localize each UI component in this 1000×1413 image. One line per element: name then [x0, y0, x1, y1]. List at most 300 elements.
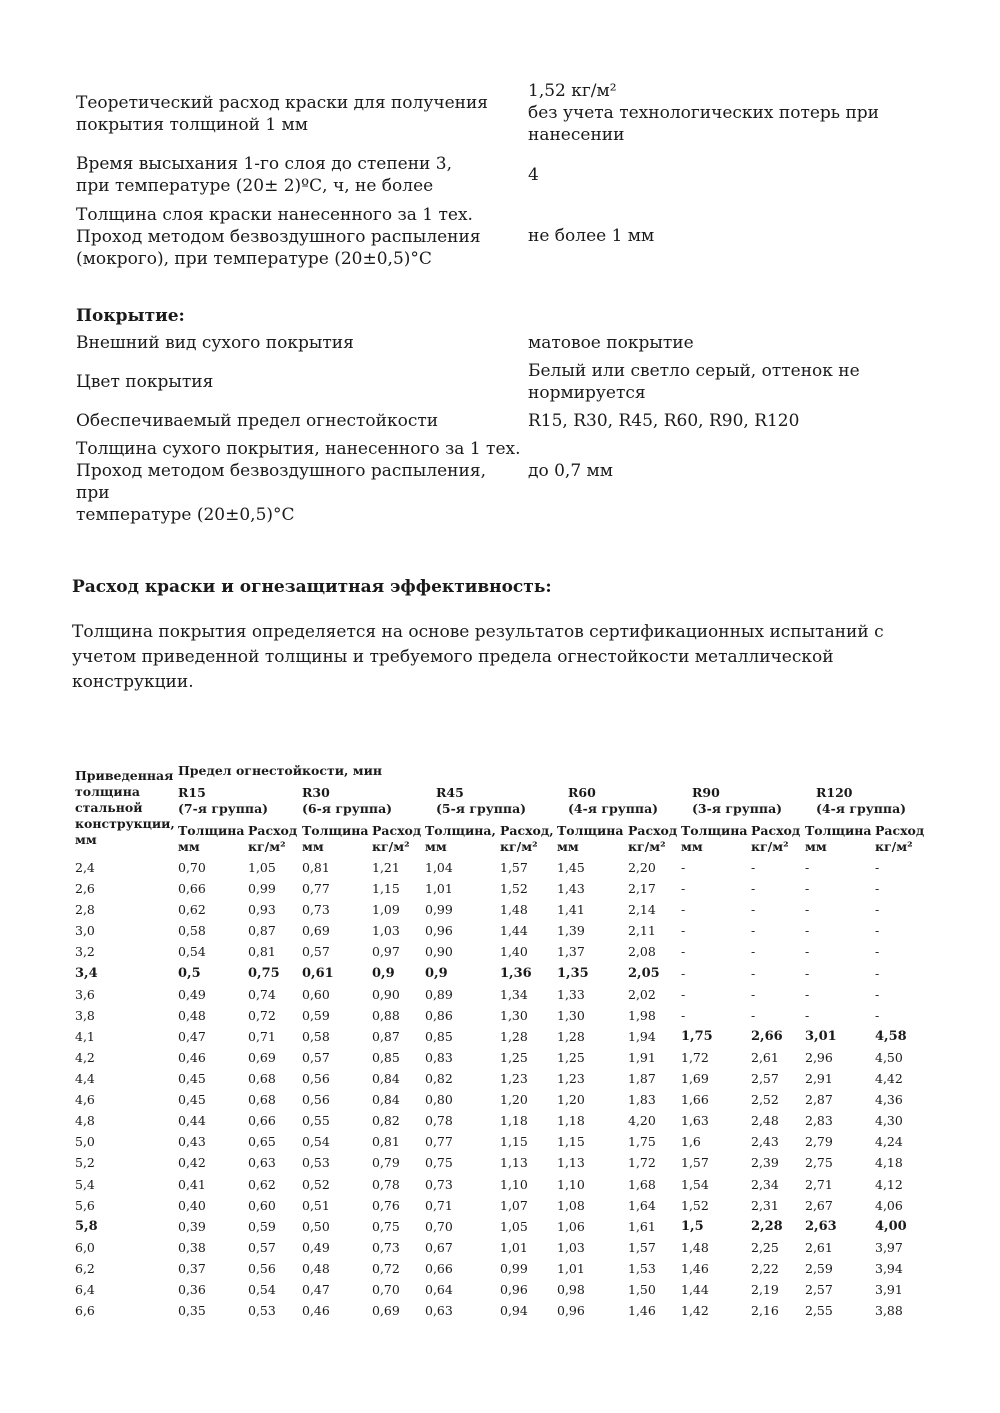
table-cell: -: [875, 965, 880, 981]
table-cell: 1,15: [372, 881, 400, 897]
table-cell: 0,97: [372, 944, 400, 960]
table-cell: -: [875, 944, 880, 960]
table-cell: 1,48: [500, 902, 528, 918]
table-cell: 1,23: [500, 1071, 528, 1086]
table-cell: 4,36: [875, 1092, 903, 1108]
spec-label: Время высыхания 1-го слоя до степени 3, при температуре (20± 2)ºС, ч, не более: [76, 154, 453, 196]
table-cell: 1,15: [557, 1134, 585, 1150]
table-cell: 2,31: [751, 1197, 779, 1213]
consumption-subheader: Расход кг/м²: [248, 823, 298, 854]
table-cell: 3,8: [75, 1007, 95, 1023]
table-cell: 1,10: [557, 1176, 585, 1192]
table-row: [0, 941, 1000, 962]
table-cell: 1,33: [557, 986, 585, 1002]
table-cell: 1,64: [628, 1197, 656, 1213]
table-cell: 0,59: [248, 1218, 276, 1234]
table-cell: 0,62: [248, 1176, 276, 1192]
table-cell: -: [681, 965, 686, 981]
table-cell: 0,88: [372, 1007, 400, 1023]
table-cell: 2,52: [751, 1092, 779, 1108]
table-cell: 4,50: [875, 1049, 903, 1065]
table-cell: -: [751, 860, 756, 875]
table-cell: 1,01: [500, 1239, 528, 1255]
table-cell: 0,81: [248, 944, 276, 960]
table-cell: 3,01: [805, 1028, 837, 1044]
table-cell: 1,52: [500, 881, 528, 897]
table-cell: 0,57: [248, 1239, 276, 1255]
table-cell: 2,39: [751, 1155, 779, 1171]
table-cell: -: [751, 881, 756, 897]
table-cell: -: [875, 986, 880, 1002]
table-cell: 2,87: [805, 1092, 833, 1108]
table-cell: 1,28: [500, 1028, 528, 1044]
table-cell: 2,83: [805, 1113, 833, 1129]
table-cell: 1,13: [557, 1155, 585, 1171]
table-cell: 2,75: [805, 1155, 833, 1171]
table-cell: 0,42: [178, 1155, 206, 1171]
table-cell: 1,44: [500, 923, 528, 939]
table-cell: 0,76: [372, 1197, 400, 1213]
fire-group-name: R30 (6-я группа): [302, 785, 393, 816]
table-cell: 4,12: [875, 1176, 903, 1192]
table-cell: 2,14: [628, 902, 656, 918]
table-cell: 2,22: [751, 1260, 779, 1276]
table-cell: 0,72: [372, 1260, 400, 1276]
table-cell: 1,23: [557, 1071, 585, 1086]
table-cell: 0,70: [178, 860, 206, 875]
table-cell: 0,60: [248, 1197, 276, 1213]
table-cell: 2,20: [628, 860, 656, 875]
table-cell: 2,79: [805, 1134, 833, 1150]
table-cell: 1,50: [628, 1282, 656, 1297]
table-cell: 0,56: [248, 1260, 276, 1276]
table-cell: 0,78: [372, 1176, 400, 1192]
table-cell: 1,63: [681, 1113, 709, 1129]
fire-group-name: R60 (4-я группа): [568, 785, 659, 816]
table-cell: 2,57: [751, 1071, 779, 1086]
table-cell: -: [681, 881, 686, 897]
table-cell: 0,62: [178, 902, 206, 918]
table-row: [0, 1026, 1000, 1047]
table-cell: 0,69: [248, 1049, 276, 1065]
table-cell: 6,0: [75, 1239, 95, 1255]
table-cell: 0,66: [425, 1260, 453, 1276]
table-cell: 1,52: [681, 1197, 709, 1213]
table-cell: 2,17: [628, 881, 656, 897]
table-cell: 0,54: [178, 944, 206, 960]
table-cell: 2,66: [751, 1028, 783, 1044]
table-cell: 0,48: [302, 1260, 330, 1276]
table-cell: -: [751, 986, 756, 1002]
thickness-subheader: Толщина мм: [178, 823, 245, 854]
table-cell: 0,35: [178, 1303, 206, 1319]
table-cell: 0,60: [302, 986, 330, 1002]
table-cell: 0,99: [248, 881, 276, 897]
table-cell: 0,63: [248, 1155, 276, 1171]
table-cell: 5,8: [75, 1218, 98, 1234]
table-cell: 0,96: [557, 1303, 585, 1319]
table-cell: 0,71: [248, 1028, 276, 1044]
table-cell: 1,20: [500, 1092, 528, 1108]
table-cell: 2,59: [805, 1260, 833, 1276]
table-cell: -: [681, 923, 686, 939]
table-cell: -: [875, 902, 880, 918]
table-cell: 0,96: [500, 1282, 528, 1297]
table-cell: 1,36: [500, 965, 532, 981]
table-cell: 1,75: [628, 1134, 656, 1150]
table-cell: 0,74: [248, 986, 276, 1002]
table-cell: 4,42: [875, 1071, 903, 1086]
table-cell: 0,66: [248, 1113, 276, 1129]
table-cell: 1,09: [372, 902, 400, 918]
table-cell: 2,43: [751, 1134, 779, 1150]
table-cell: 2,02: [628, 986, 656, 1002]
consumption-paragraph: Толщина покрытия определяется на основе результатов сертификационных испытаний с учетом приведенной толщины и требуемого предела огнестойкости металлической конструкции.: [72, 622, 884, 692]
table-cell: 4,6: [75, 1092, 95, 1108]
table-cell: 0,48: [178, 1007, 206, 1023]
table-row: [0, 984, 1000, 1005]
table-cell: 2,4: [75, 860, 95, 875]
table-cell: 0,90: [425, 944, 453, 960]
table-cell: 1,20: [557, 1092, 585, 1108]
table-cell: 0,75: [372, 1218, 400, 1234]
table-cell: 0,64: [425, 1282, 453, 1297]
table-cell: 1,04: [425, 860, 453, 875]
table-cell: 1,01: [425, 881, 453, 897]
table-cell: 1,07: [500, 1197, 528, 1213]
table-cell: 0,57: [302, 1049, 330, 1065]
table-cell: 0,66: [178, 881, 206, 897]
table-cell: 0,82: [425, 1071, 453, 1086]
table-cell: 5,6: [75, 1197, 95, 1213]
table-cell: 2,34: [751, 1176, 779, 1192]
table-cell: 0,94: [500, 1303, 528, 1319]
coating-heading: Покрытие:: [76, 306, 185, 326]
table-cell: 0,61: [302, 965, 334, 981]
table-cell: 0,53: [248, 1303, 276, 1319]
table-cell: 1,13: [500, 1155, 528, 1171]
table-cell: 2,16: [751, 1303, 779, 1319]
table-cell: 1,5: [681, 1218, 704, 1234]
table-cell: 1,05: [248, 860, 276, 875]
thickness-column-header: Приведенная толщина стальной конструкции, мм: [75, 768, 175, 847]
table-cell: -: [751, 944, 756, 960]
table-cell: 0,82: [372, 1113, 400, 1129]
table-cell: 0,50: [302, 1218, 330, 1234]
table-cell: 1,35: [557, 965, 589, 981]
table-cell: -: [875, 1007, 880, 1023]
consumption-subheader: Расход кг/м²: [372, 823, 422, 854]
table-cell: -: [805, 1007, 810, 1023]
table-cell: 2,05: [628, 965, 660, 981]
table-cell: 1,57: [681, 1155, 709, 1171]
table-cell: 6,2: [75, 1260, 95, 1276]
table-cell: 4,4: [75, 1071, 95, 1086]
table-cell: 1,01: [557, 1260, 585, 1276]
table-cell: 5,0: [75, 1134, 95, 1150]
spec-value: 4: [528, 165, 539, 185]
table-cell: 0,90: [372, 986, 400, 1002]
table-cell: 2,57: [805, 1282, 833, 1297]
thickness-subheader: Толщина мм: [681, 823, 748, 854]
table-cell: 1,18: [500, 1113, 528, 1129]
table-cell: 3,88: [875, 1303, 903, 1319]
table-cell: 1,87: [628, 1071, 656, 1086]
table-cell: 1,83: [628, 1092, 656, 1108]
table-cell: 0,96: [425, 923, 453, 939]
table-cell: 0,40: [178, 1197, 206, 1213]
spec-value: 1,52 кг/м² без учета технологических потерь при нанесении: [528, 81, 879, 145]
table-cell: 1,25: [500, 1049, 528, 1065]
table-cell: 1,28: [557, 1028, 585, 1044]
table-row: [0, 857, 1000, 878]
table-row: [0, 1174, 1000, 1195]
table-cell: 0,83: [425, 1049, 453, 1065]
fire-group-name: R90 (3-я группа): [692, 785, 783, 816]
table-cell: -: [681, 902, 686, 918]
table-cell: 0,67: [425, 1239, 453, 1255]
table-cell: 0,85: [372, 1049, 400, 1065]
table-cell: 2,6: [75, 881, 95, 897]
table-cell: 0,45: [178, 1071, 206, 1086]
table-cell: 4,8: [75, 1113, 95, 1129]
table-cell: 0,55: [302, 1113, 330, 1129]
table-cell: 0,68: [248, 1071, 276, 1086]
table-cell: 4,20: [628, 1113, 656, 1129]
spec-value: до 0,7 мм: [528, 461, 613, 481]
table-cell: 1,48: [681, 1239, 709, 1255]
table-cell: -: [805, 944, 810, 960]
table-cell: 0,69: [372, 1303, 400, 1319]
table-cell: 1,45: [557, 860, 585, 875]
table-cell: 1,72: [628, 1155, 656, 1171]
table-row: [0, 899, 1000, 920]
table-cell: -: [875, 923, 880, 939]
table-cell: 2,67: [805, 1197, 833, 1213]
spec-label: Цвет покрытия: [76, 372, 214, 392]
table-cell: 3,97: [875, 1239, 903, 1255]
table-cell: 1,30: [500, 1007, 528, 1023]
table-cell: -: [805, 965, 810, 981]
table-cell: 0,73: [425, 1176, 453, 1192]
table-cell: 1,94: [628, 1028, 656, 1044]
table-row: [0, 1131, 1000, 1152]
consumption-heading: Расход краски и огнезащитная эффективность:: [72, 577, 552, 597]
table-cell: -: [805, 923, 810, 939]
table-cell: 4,06: [875, 1197, 903, 1213]
table-cell: 0,86: [425, 1007, 453, 1023]
table-cell: 1,03: [372, 923, 400, 939]
table-cell: 0,78: [425, 1113, 453, 1129]
table-cell: 1,40: [500, 944, 528, 960]
table-cell: -: [751, 965, 756, 981]
table-cell: 1,05: [500, 1218, 528, 1234]
table-cell: 0,54: [302, 1134, 330, 1150]
table-cell: 4,1: [75, 1028, 95, 1044]
table-cell: 0,56: [302, 1092, 330, 1108]
table-cell: 1,57: [628, 1239, 656, 1255]
table-cell: 0,70: [425, 1218, 453, 1234]
table-cell: 2,8: [75, 902, 95, 918]
table-cell: 0,45: [178, 1092, 206, 1108]
table-cell: 0,53: [302, 1155, 330, 1171]
table-cell: 2,63: [805, 1218, 837, 1234]
table-cell: 2,19: [751, 1282, 779, 1297]
table-cell: 4,24: [875, 1134, 903, 1150]
table-cell: 2,71: [805, 1176, 833, 1192]
spec-label: Внешний вид сухого покрытия: [76, 333, 354, 353]
table-cell: 1,68: [628, 1176, 656, 1192]
table-cell: 0,47: [302, 1282, 330, 1297]
spec-value: не более 1 мм: [528, 226, 655, 246]
table-cell: 1,69: [681, 1071, 709, 1086]
spec-label: Теоретический расход краски для получения покрытия толщиной 1 мм: [76, 93, 489, 135]
table-cell: 0,49: [302, 1239, 330, 1255]
table-cell: 3,94: [875, 1260, 903, 1276]
table-cell: 0,93: [248, 902, 276, 918]
spec-label: Обеспечиваемый предел огнестойкости: [76, 411, 439, 431]
spec-value: Белый или светло серый, оттенок не нормируется: [528, 361, 860, 403]
table-cell: -: [805, 860, 810, 875]
table-cell: 0,73: [302, 902, 330, 918]
table-cell: 6,4: [75, 1282, 95, 1297]
spec-label: Толщина слоя краски нанесенного за 1 тех. Проход методом безвоздушного распыления (мокрого), при температуре (20±0,5)°С: [76, 205, 481, 269]
table-row: [0, 1047, 1000, 1068]
table-row: [0, 1068, 1000, 1089]
fire-limit-group-header: Предел огнестойкости, мин: [178, 763, 382, 778]
table-cell: 0,58: [178, 923, 206, 939]
spec-value: матовое покрытие: [528, 333, 694, 353]
table-cell: 0,79: [372, 1155, 400, 1171]
table-cell: 2,08: [628, 944, 656, 960]
table-cell: 3,2: [75, 944, 95, 960]
table-cell: 0,36: [178, 1282, 206, 1297]
table-row: [0, 1110, 1000, 1131]
table-cell: 5,2: [75, 1155, 95, 1171]
thickness-subheader: Толщина мм: [805, 823, 872, 854]
table-cell: 2,96: [805, 1049, 833, 1065]
table-row: [0, 1258, 1000, 1279]
table-cell: 3,0: [75, 923, 95, 939]
spec-value: R15, R30, R45, R60, R90, R120: [528, 411, 800, 431]
table-cell: 1,15: [500, 1134, 528, 1150]
table-cell: 1,57: [500, 860, 528, 875]
table-cell: 0,87: [248, 923, 276, 939]
table-cell: 4,00: [875, 1218, 907, 1234]
thickness-subheader: Толщина мм: [302, 823, 369, 854]
table-cell: 0,87: [372, 1028, 400, 1044]
table-cell: 0,47: [178, 1028, 206, 1044]
table-cell: -: [751, 1007, 756, 1023]
table-cell: 0,57: [302, 944, 330, 960]
table-row: [0, 1300, 1000, 1321]
table-cell: 1,06: [557, 1218, 585, 1234]
table-cell: 1,46: [628, 1303, 656, 1319]
table-cell: 1,91: [628, 1049, 656, 1065]
table-cell: 0,69: [302, 923, 330, 939]
table-row: [0, 963, 1000, 984]
table-row: [0, 1152, 1000, 1173]
table-row: [0, 920, 1000, 941]
table-cell: 0,37: [178, 1260, 206, 1276]
table-cell: 1,03: [557, 1239, 585, 1255]
table-cell: 0,98: [557, 1282, 585, 1297]
consumption-subheader: Расход, кг/м²: [500, 823, 554, 854]
table-row: [0, 1195, 1000, 1216]
table-cell: 0,39: [178, 1218, 206, 1234]
table-cell: 1,18: [557, 1113, 585, 1129]
table-cell: -: [681, 860, 686, 875]
table-row: [0, 1005, 1000, 1026]
table-row: [0, 1216, 1000, 1237]
table-cell: 3,4: [75, 965, 98, 981]
table-cell: 0,73: [372, 1239, 400, 1255]
table-cell: 0,38: [178, 1239, 206, 1255]
table-cell: 0,59: [302, 1007, 330, 1023]
table-cell: 1,10: [500, 1176, 528, 1192]
table-row: [0, 878, 1000, 899]
table-cell: 1,75: [681, 1028, 713, 1044]
fire-group-name: R120 (4-я группа): [816, 785, 907, 816]
thickness-subheader: Толщина, мм: [425, 823, 496, 854]
table-cell: 1,42: [681, 1303, 709, 1319]
table-cell: 0,84: [372, 1071, 400, 1086]
table-row: [0, 1237, 1000, 1258]
table-cell: 1,08: [557, 1197, 585, 1213]
table-cell: -: [681, 1007, 686, 1023]
table-cell: 1,66: [681, 1092, 709, 1108]
consumption-subheader: Расход кг/м²: [875, 823, 925, 854]
table-cell: 0,41: [178, 1176, 206, 1192]
table-cell: 0,54: [248, 1282, 276, 1297]
table-cell: -: [681, 944, 686, 960]
table-row: [0, 1089, 1000, 1110]
table-cell: 0,9: [372, 965, 395, 981]
table-cell: 3,6: [75, 986, 95, 1002]
table-cell: 5,4: [75, 1176, 95, 1192]
table-cell: 1,41: [557, 902, 585, 918]
table-cell: 2,91: [805, 1071, 833, 1086]
table-cell: 3,91: [875, 1282, 903, 1297]
table-cell: 0,52: [302, 1176, 330, 1192]
table-cell: 1,39: [557, 923, 585, 939]
table-cell: 0,9: [425, 965, 448, 981]
table-cell: 2,55: [805, 1303, 833, 1319]
table-row: [0, 1279, 1000, 1300]
table-cell: 2,28: [751, 1218, 783, 1234]
table-cell: 1,46: [681, 1260, 709, 1276]
table-cell: 0,68: [248, 1092, 276, 1108]
table-cell: 0,46: [302, 1303, 330, 1319]
table-cell: 4,30: [875, 1113, 903, 1129]
table-cell: 0,46: [178, 1049, 206, 1065]
table-cell: 1,44: [681, 1282, 709, 1297]
table-cell: 0,81: [372, 1134, 400, 1150]
table-cell: 1,25: [557, 1049, 585, 1065]
table-cell: -: [681, 986, 686, 1002]
table-cell: 0,99: [500, 1260, 528, 1276]
table-cell: 1,30: [557, 1007, 585, 1023]
table-cell: 0,43: [178, 1134, 206, 1150]
table-cell: 0,71: [425, 1197, 453, 1213]
table-cell: 2,61: [805, 1239, 833, 1255]
fire-group-name: R45 (5-я группа): [436, 785, 527, 816]
table-cell: 0,77: [425, 1134, 453, 1150]
table-cell: -: [805, 881, 810, 897]
thickness-subheader: Толщина мм: [557, 823, 624, 854]
table-cell: 0,49: [178, 986, 206, 1002]
table-cell: 1,54: [681, 1176, 709, 1192]
